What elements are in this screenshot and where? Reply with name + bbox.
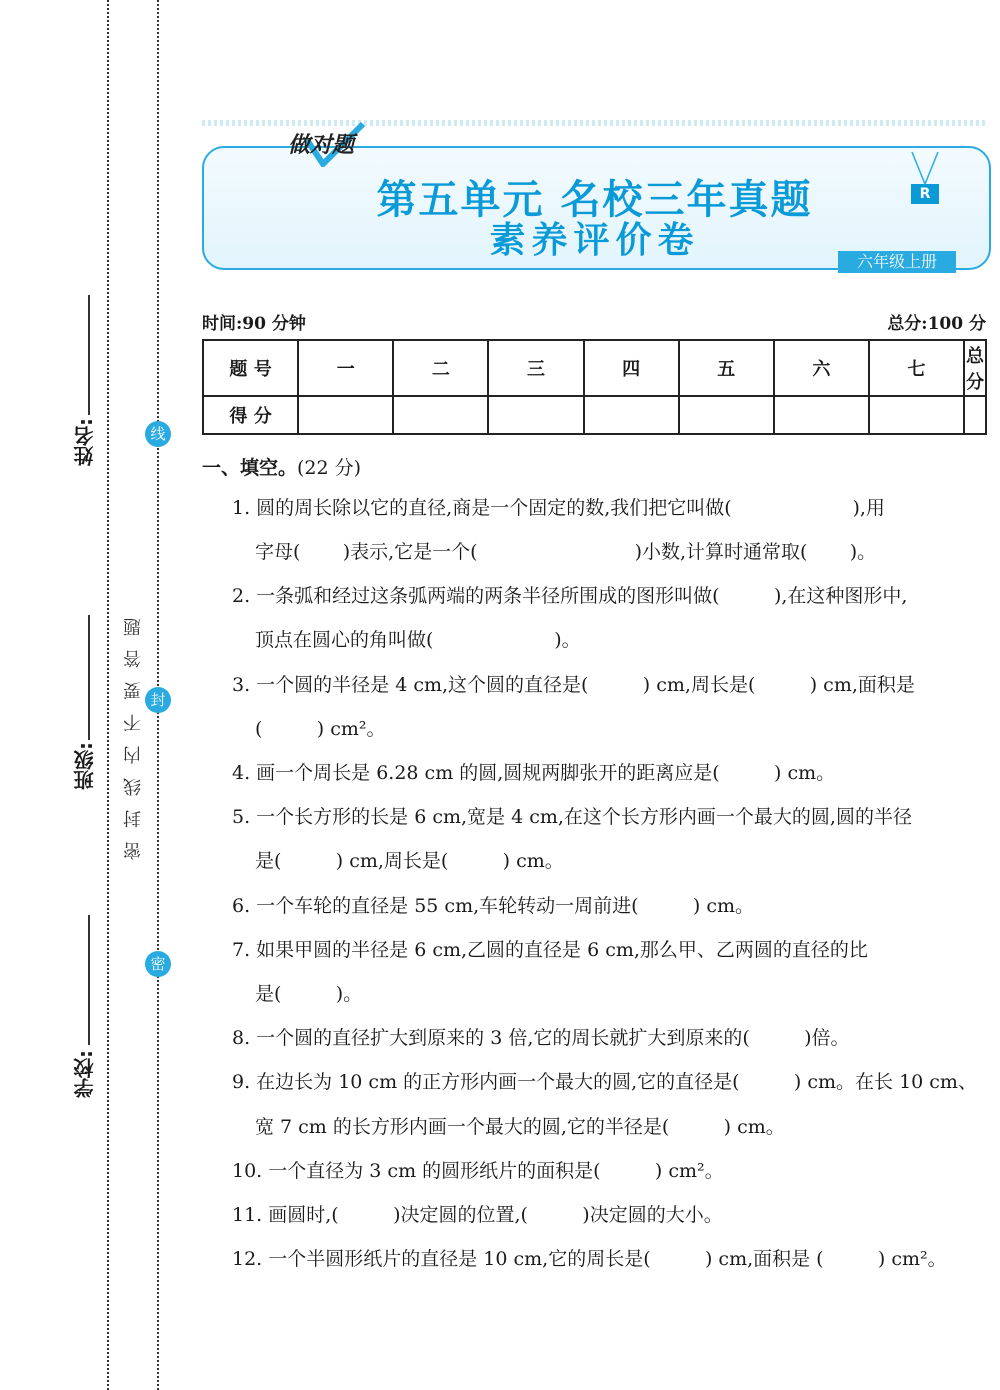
question-2-line-2: 顶点在圆心的角叫做( )。 [255,629,581,651]
seal-dot-line: 线 [145,421,171,447]
question-11: 11. 画圆时,( )决定圆的位置,( )决定圆的大小。 [232,1204,723,1226]
question-4: 4. 画一个周长是 6.28 cm 的圆,圆规两脚张开的距离应是( ) cm。 [232,762,836,784]
score-cell[interactable] [584,396,679,434]
seal-dot-seal: 封 [145,687,171,713]
header-cell: 二 [393,340,488,396]
score-cell[interactable] [393,396,488,434]
score-cell[interactable] [679,396,774,434]
header-cell: 一 [298,340,393,396]
header-cell: 三 [488,340,583,396]
score-cell[interactable] [774,396,869,434]
question-5-line-1: 5. 一个长方形的长是 6 cm,宽是 4 cm,在这个长方形内画一个最大的圆,圆的半径 [232,806,912,828]
question-10: 10. 一个直径为 3 cm 的圆形纸片的面积是( ) cm²。 [232,1160,724,1182]
header-cell: 七 [869,340,964,396]
badge-label: 做对题 [288,133,355,158]
header-cell: 六 [774,340,869,396]
question-1-line-1: 1. 圆的周长除以它的直径,商是一个固定的数,我们把它叫做( ),用 [232,497,885,519]
seal-dot-secret: 密 [145,951,171,977]
total-score: 总分:100 分 [887,314,986,334]
question-3-line-2: ( ) cm²。 [255,718,386,740]
question-12: 12. 一个半圆形纸片的直径是 10 cm,它的周长是( ) cm,面积是 ( ) cm²。 [232,1248,947,1270]
question-6: 6. 一个车轮的直径是 55 cm,车轮转动一周前进( ) cm。 [232,895,755,917]
school-label: 学校: [73,1050,97,1098]
class-field[interactable] [88,615,90,740]
header-cell: 五 [679,340,774,396]
name-label: 姓名: [73,418,97,466]
header-cell: 四 [584,340,679,396]
question-1-line-2: 字母( )表示,它是一个( )小数,计算时通常取( )。 [255,541,877,563]
page-title: 第五单元 名校三年真题 [376,177,813,223]
cut-line-outer [107,0,109,1390]
score-table-row [203,396,986,434]
question-3-line-1: 3. 一个圆的半径是 4 cm,这个圆的直径是( ) cm,周长是( ) cm,面积是 [232,674,915,696]
question-7-line-1: 7. 如果甲圆的半径是 6 cm,乙圆的直径是 6 cm,那么甲、乙两圆的直径的比 [232,939,868,961]
question-7-line-2: 是( )。 [255,983,363,1005]
score-cell[interactable] [298,396,393,434]
name-field[interactable] [88,295,90,415]
header-cell: 总 分 [964,340,986,396]
question-9-line-1: 9. 在边长为 10 cm 的正方形内画一个最大的圆,它的直径是( ) cm。在长 10 cm、 [232,1071,977,1093]
row-label: 得 分 [203,396,298,434]
seal-notice: 密封线内不要答题 [123,604,144,860]
question-5-line-2: 是( ) cm,周长是( ) cm。 [255,850,564,872]
page-subtitle: 素养评价卷 [489,220,700,261]
school-field[interactable] [88,915,90,1045]
grade-tag: 六年级上册 [838,251,956,273]
score-table [202,339,987,435]
score-cell[interactable] [869,396,964,434]
edition-tag: R [911,184,939,204]
class-label: 班级: [73,742,97,790]
question-8: 8. 一个圆的直径扩大到原来的 3 倍,它的周长就扩大到原来的( )倍。 [232,1027,850,1049]
score-table-header [203,340,986,396]
tag-string-icon [908,150,942,186]
time-limit: 时间:90 分钟 [202,314,306,334]
question-9-line-2: 宽 7 cm 的长方形内画一个最大的圆,它的半径是( ) cm。 [255,1116,785,1138]
section-points: (22 分) [297,457,362,479]
score-cell[interactable] [964,396,986,434]
score-cell[interactable] [488,396,583,434]
question-2-line-1: 2. 一条弧和经过这条弧两端的两条半径所围成的图形叫做( ),在这种图形中, [232,585,908,607]
header-cell: 题 号 [203,340,298,396]
section-title [202,453,361,480]
section-label: 一、填空。 [202,457,298,479]
